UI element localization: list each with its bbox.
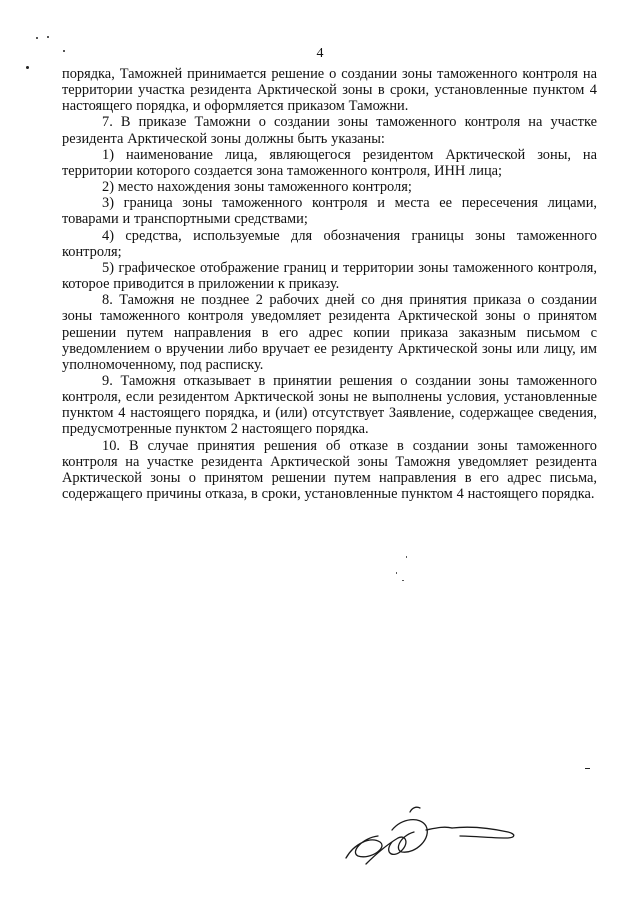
- scan-speck: [396, 572, 397, 574]
- paragraph: 2) место нахождения зоны таможенного контроля;: [102, 179, 412, 196]
- paragraph: 1) наименование лица, являющегося резидентом Арктической зоны, на территории которого создается зона таможенного контроля, ИНН лица;: [62, 146, 597, 179]
- document-body: [62, 66, 597, 502]
- paragraph: порядка, Таможней принимается решение о создании зоны таможенного контроля на территории участка резидента Арктической зоны в сроки, установленные пунктом 4 настоящего порядка, и оформляется приказом Таможни.: [62, 66, 597, 115]
- paragraph: 7. В приказе Таможни о создании зоны таможенного контроля на участке резидента Арктической зоны должны быть указаны:: [62, 114, 597, 147]
- scan-speck: [585, 768, 590, 769]
- scan-speck: [406, 556, 407, 558]
- scan-speck: [402, 580, 404, 581]
- paragraph: 8. Таможня не позднее 2 рабочих дней со дня принятия приказа о создании зоны таможенного контроля уведомляет резидента Арктической зоны о принятом решении путем направления в его адрес копии приказа заказным письмом с уведомлением о вручении либо вручает ее резиденту Арктической зоны или лицу, им уполномоченному, под расписку.: [62, 292, 597, 373]
- scan-speck: [63, 50, 65, 52]
- handwritten-signature: [340, 800, 540, 880]
- paragraph: 10. В случае принятия решения об отказе в создании зоны таможенного контроля на участке резидента Арктической зоны Таможня уведомляет резидента Арктической зоны о принятом решении путем направления в его адрес письма, содержащего причины отказа, в сроки, установленные пунктом 4 настоящего порядка.: [62, 437, 597, 503]
- paragraph: 5) графическое отображение границ и территории зоны таможенного контроля, которое приводится в приложении к приказу.: [62, 259, 597, 293]
- scan-speck: [26, 66, 29, 69]
- scan-speck: [36, 37, 38, 39]
- page-number: 4: [316, 46, 324, 61]
- scan-speck: [47, 36, 49, 38]
- paragraph: 9. Таможня отказывает в принятии решения о создании зоны таможенного контроля, если резидентом Арктической зоны не выполнены условия, установленные пунктом 4 настоящего порядка, и (или) отсутствует Заявление, содержащее сведения, предусмотренные пунктом 2 настоящего порядка.: [62, 372, 597, 438]
- paragraph: 3) граница зоны таможенного контроля и места ее пересечения лицами, товарами и транспортными средствами;: [62, 195, 597, 228]
- paragraph: 4) средства, используемые для обозначения границы зоны таможенного контроля;: [62, 227, 597, 260]
